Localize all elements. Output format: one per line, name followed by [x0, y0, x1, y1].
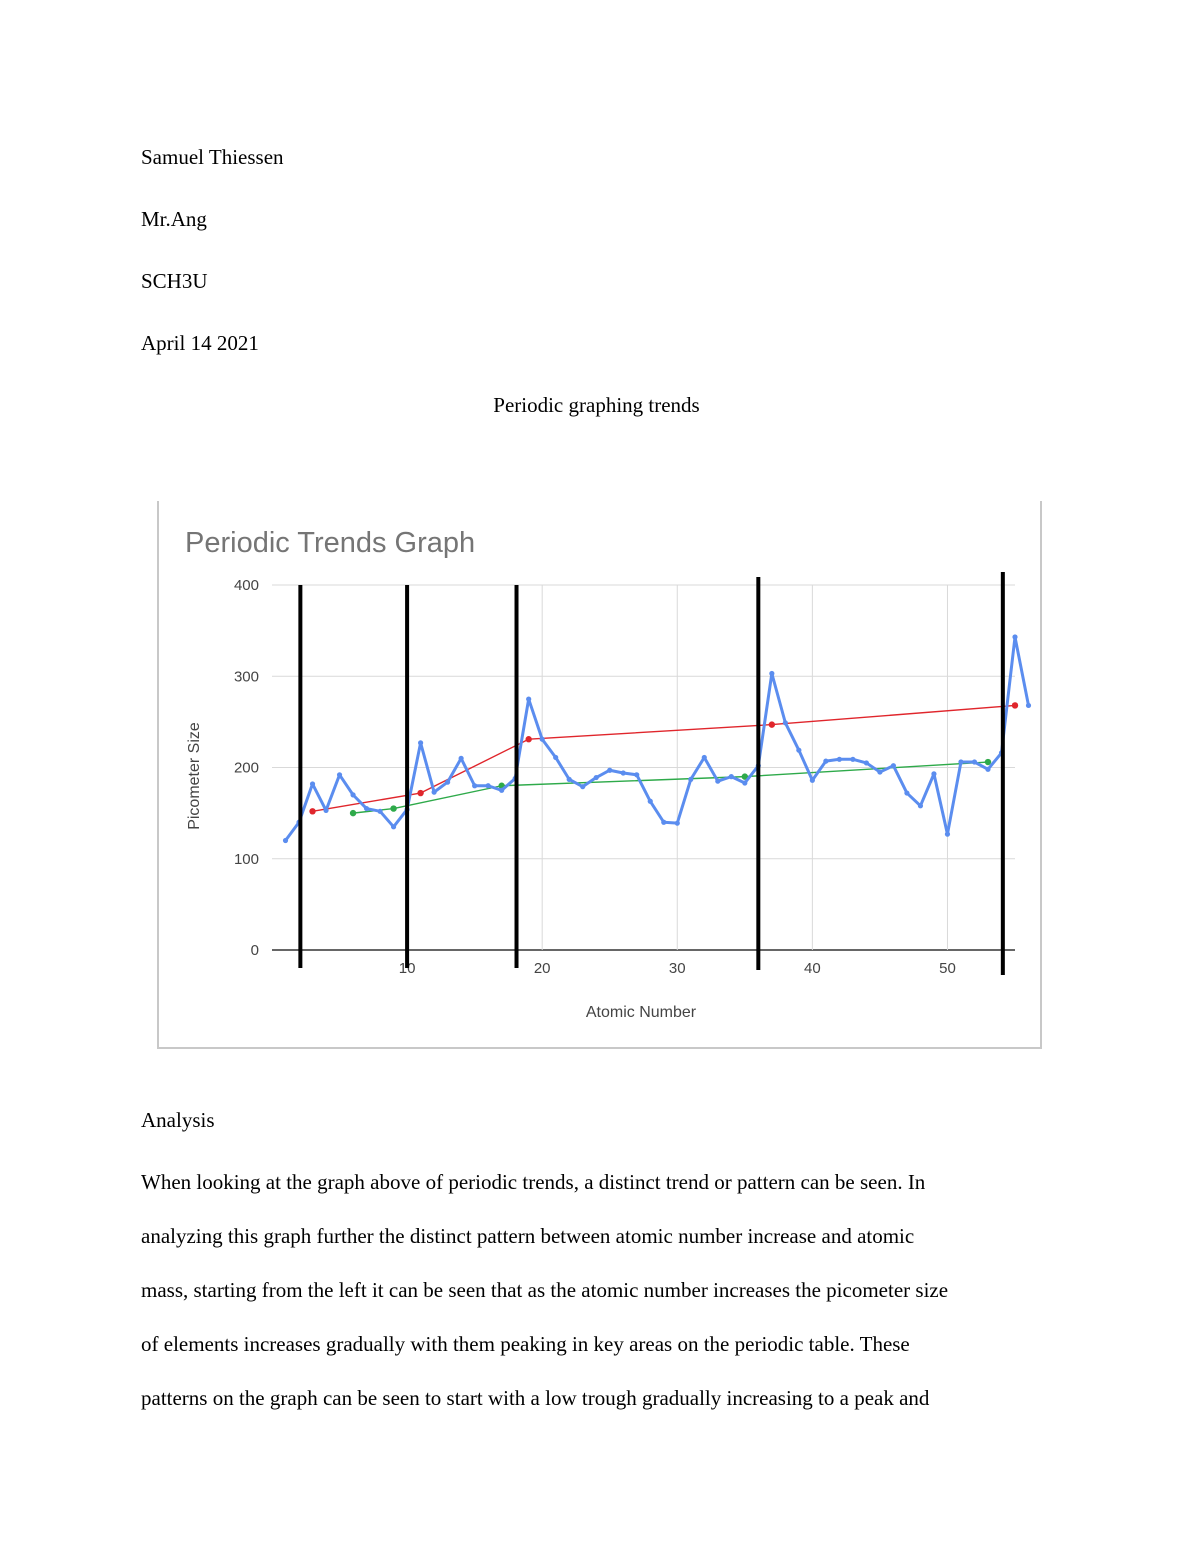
data-point — [850, 757, 855, 762]
analysis-line: of elements increases gradually with them peaking in key areas on the periodic table. These — [141, 1332, 910, 1356]
chart-title: Periodic Trends Graph — [185, 527, 476, 559]
data-point — [918, 803, 923, 808]
data-point — [323, 808, 328, 813]
data-point — [337, 772, 342, 777]
data-point — [837, 757, 842, 762]
data-point — [580, 784, 585, 789]
analysis-line: mass, starting from the left it can be seen that as the atomic number increases the picometer size — [141, 1278, 949, 1302]
data-point — [350, 810, 356, 816]
y-tick-label: 400 — [233, 577, 259, 594]
data-point — [1026, 703, 1031, 708]
data-point — [945, 832, 950, 837]
data-point — [769, 671, 774, 676]
data-point — [675, 821, 680, 826]
data-point — [499, 788, 504, 793]
author-name: Samuel Thiessen — [141, 145, 284, 169]
document-title: Periodic graphing trends — [493, 393, 700, 417]
data-point — [1012, 702, 1018, 708]
data-point — [877, 769, 882, 774]
data-point — [648, 799, 653, 804]
x-tick-label: 20 — [533, 960, 551, 977]
data-point — [525, 736, 531, 742]
data-point — [864, 760, 869, 765]
analysis-line: When looking at the graph above of periodic trends, a distinct trend or pattern can be seen. In — [141, 1170, 926, 1194]
data-point — [445, 780, 450, 785]
y-tick-label: 0 — [250, 942, 259, 959]
data-point — [1012, 634, 1017, 639]
data-point — [904, 790, 909, 795]
analysis-line: analyzing this graph further the distinct pattern between atomic number increase and atomic — [141, 1224, 915, 1248]
data-point — [972, 759, 977, 764]
data-point — [364, 806, 369, 811]
data-point — [377, 809, 382, 814]
y-tick-label: 100 — [233, 850, 259, 868]
data-point — [418, 740, 423, 745]
data-point — [486, 783, 491, 788]
data-point — [742, 780, 747, 785]
data-point — [985, 767, 990, 772]
y-tick-label: 300 — [233, 668, 259, 686]
data-point — [390, 805, 396, 811]
x-tick-label: 30 — [668, 960, 686, 977]
data-point — [931, 771, 936, 776]
data-point — [891, 763, 896, 768]
x-tick-label: 40 — [804, 960, 821, 977]
y-axis-label: Picometer Size — [186, 722, 203, 830]
x-axis-label: Atomic Number — [585, 1004, 697, 1021]
analysis-paragraph — [141, 1155, 1071, 1425]
data-point — [310, 781, 315, 786]
data-point — [567, 777, 572, 782]
data-point — [729, 774, 734, 779]
data-point — [769, 721, 775, 727]
data-point — [391, 824, 396, 829]
data-point — [417, 790, 423, 796]
data-point — [621, 770, 626, 775]
x-tick-label: 10 — [398, 960, 416, 977]
data-point — [459, 756, 464, 761]
data-point — [688, 777, 693, 782]
document-date: April 14 2021 — [141, 331, 259, 355]
data-point — [783, 720, 788, 725]
data-point — [553, 755, 558, 760]
data-point — [472, 783, 477, 788]
data-point — [432, 790, 437, 795]
data-point — [607, 768, 612, 773]
y-tick-label: 200 — [233, 759, 259, 777]
data-point — [796, 748, 801, 753]
data-point — [283, 838, 288, 843]
analysis-heading: Analysis — [141, 1108, 215, 1132]
data-point — [540, 737, 545, 742]
teacher-name: Mr.Ang — [141, 207, 207, 231]
x-tick-label: 50 — [939, 960, 956, 977]
course-code: SCH3U — [141, 269, 208, 293]
data-point — [634, 772, 639, 777]
data-point — [810, 778, 815, 783]
data-point — [526, 696, 531, 701]
analysis-line: patterns on the graph can be seen to start with a low trough gradually increasing to a peak and — [141, 1386, 930, 1410]
data-point — [958, 759, 963, 764]
data-point — [594, 775, 599, 780]
data-point — [309, 808, 315, 814]
data-point — [823, 759, 828, 764]
data-point — [661, 820, 666, 825]
data-point — [715, 779, 720, 784]
data-point — [702, 755, 707, 760]
data-point — [350, 792, 355, 797]
